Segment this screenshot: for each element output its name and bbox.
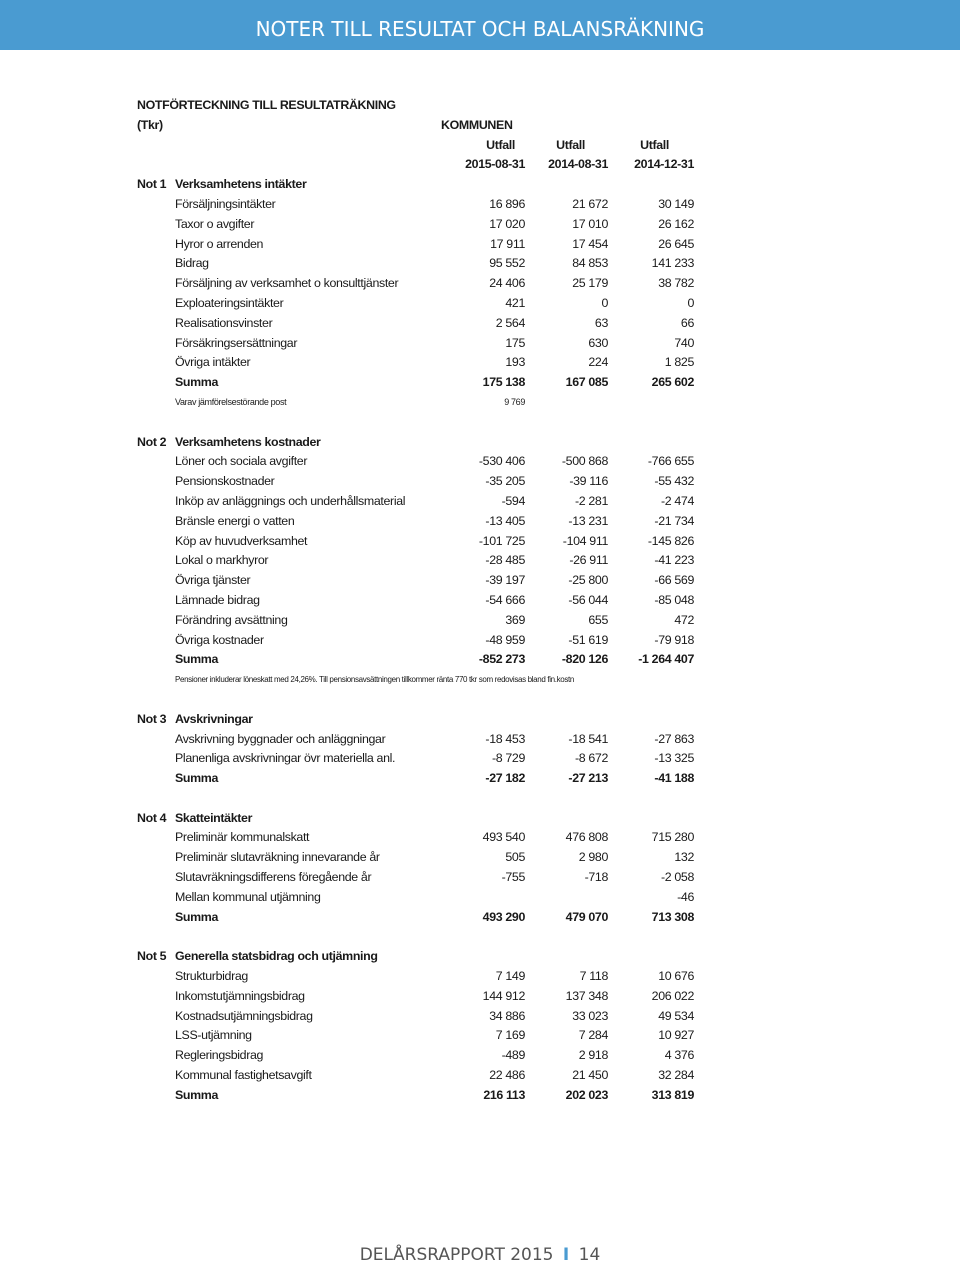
row-value: 26 162 <box>658 216 694 231</box>
row-value: -21 734 <box>654 513 694 528</box>
note-title: Verksamhetens intäkter <box>175 177 307 192</box>
table-row <box>137 215 707 235</box>
unit-label: (Tkr) <box>137 117 163 132</box>
sum-value: 202 023 <box>565 1087 608 1102</box>
row-value: 1 825 <box>664 355 694 370</box>
row-value: 740 <box>674 335 694 350</box>
row-label: Inkomstutjämningsbidrag <box>175 988 305 1003</box>
sum-label: Summa <box>175 909 219 924</box>
row-label: Hyror o arrenden <box>175 236 264 251</box>
row-value: -25 800 <box>568 573 608 588</box>
row-value: -13 231 <box>568 513 608 528</box>
sum-value: 313 819 <box>651 1087 694 1102</box>
row-value: 7 284 <box>578 1028 608 1043</box>
row-value: -28 485 <box>485 553 525 568</box>
row-value: 4 376 <box>664 1048 694 1063</box>
footnote-row <box>137 393 707 413</box>
row-label: Försäkringsersättningar <box>175 335 298 350</box>
sum-value: -27 182 <box>485 771 525 786</box>
column-date: 2015-08-31 <box>465 157 525 172</box>
sum-value: -1 264 407 <box>638 652 694 667</box>
row-value: 17 911 <box>490 236 525 251</box>
row-label: Planenliga avskrivningar övr materiella anl. <box>175 751 396 766</box>
row-label: Exploateringsintäkter <box>175 295 284 310</box>
row-value: -718 <box>584 870 608 885</box>
row-value: -594 <box>501 493 525 508</box>
row-value: -13 405 <box>485 513 525 528</box>
table-row <box>137 551 707 571</box>
row-value: 224 <box>588 355 608 370</box>
sum-value: 493 290 <box>482 909 525 924</box>
row-value: -55 432 <box>654 474 694 489</box>
row-label: Inköp av anläggnings och underhållsmaterial <box>175 493 406 508</box>
note-header-row <box>137 175 707 195</box>
footer-separator: I <box>562 1245 570 1265</box>
note-number: Not 1 <box>137 177 167 192</box>
note-title: Generella statsbidrag och utjämning <box>175 949 378 964</box>
note-header-row <box>137 947 707 967</box>
footnote-value: 9 769 <box>504 396 525 407</box>
row-label: Löner och sociala avgifter <box>175 454 308 469</box>
row-value: 7 169 <box>495 1028 525 1043</box>
table-row <box>137 611 707 631</box>
row-value: -2 058 <box>660 870 694 885</box>
row-value: 630 <box>588 335 608 350</box>
row-label: Lokal o markhyror <box>175 553 269 568</box>
table-row <box>137 1026 707 1046</box>
sum-row <box>137 908 707 928</box>
row-value: -766 655 <box>647 454 694 469</box>
row-value: 22 486 <box>489 1068 525 1083</box>
row-value: 66 <box>680 315 694 330</box>
note-number: Not 5 <box>137 949 167 964</box>
row-value: 7 118 <box>579 969 608 984</box>
sum-row <box>137 373 707 393</box>
row-label: Försäljningsintäkter <box>175 196 276 211</box>
row-value: 63 <box>594 315 608 330</box>
row-value: 17 010 <box>572 216 608 231</box>
footnote-text: Pensioner inkluderar löneskatt med 24,26%. Till pensionsavsättningen tillkommer ränta 770 tkr som redovisas bland fin.kostn <box>175 675 574 685</box>
column-label: Utfall <box>486 137 515 152</box>
row-value: -48 959 <box>485 632 525 647</box>
table-row <box>137 591 707 611</box>
table-row <box>137 492 707 512</box>
row-label: Taxor o avgifter <box>175 216 255 231</box>
row-value: 655 <box>588 612 608 627</box>
row-label: Preliminär slutavräkning innevarande år <box>175 850 380 865</box>
row-label: Bränsle energi o vatten <box>175 513 295 528</box>
row-label: Bidrag <box>175 256 209 271</box>
sum-label: Summa <box>175 1087 219 1102</box>
row-label: Slutavräkningsdifferens föregående år <box>175 870 372 885</box>
column-label: Utfall <box>640 137 669 152</box>
row-label: LSS-utjämning <box>175 1028 252 1043</box>
row-value: 2 564 <box>495 315 525 330</box>
sum-value: -41 188 <box>654 771 694 786</box>
note-title: Avskrivningar <box>175 711 253 726</box>
table-row <box>137 848 707 868</box>
row-value: 10 927 <box>658 1028 694 1043</box>
row-value: 2 918 <box>578 1048 608 1063</box>
row-value: 2 980 <box>578 850 608 865</box>
row-value: -489 <box>501 1048 525 1063</box>
column-label: Utfall <box>556 137 585 152</box>
sum-label: Summa <box>175 771 219 786</box>
row-value: 17 454 <box>572 236 608 251</box>
row-value: -46 <box>677 889 694 904</box>
row-value: 30 149 <box>658 196 694 211</box>
row-value: 32 284 <box>658 1068 694 1083</box>
row-label: Mellan kommunal utjämning <box>175 889 321 904</box>
header-banner <box>0 0 960 50</box>
row-value: 26 645 <box>658 236 694 251</box>
row-value: -101 725 <box>478 533 525 548</box>
sum-value: 265 602 <box>651 375 694 390</box>
page-title: NOTER TILL RESULTAT OCH BALANSRÄKNING <box>255 17 705 41</box>
entity-label: KOMMUNEN <box>441 117 513 132</box>
section-spacer <box>137 927 707 947</box>
row-value: 476 808 <box>565 830 608 845</box>
sum-row <box>137 769 707 789</box>
report-name: DELÅRSRAPPORT 2015 <box>359 1245 554 1265</box>
table-row <box>137 532 707 552</box>
table-row <box>137 353 707 373</box>
note-number: Not 4 <box>137 810 167 825</box>
row-value: -104 911 <box>562 533 608 548</box>
row-value: -56 044 <box>568 592 608 607</box>
row-value: -51 619 <box>568 632 608 647</box>
row-value: 49 534 <box>658 1008 694 1023</box>
table-row <box>137 1007 707 1027</box>
row-value: 84 853 <box>572 256 608 271</box>
row-value: -18 453 <box>485 731 525 746</box>
row-value: 0 <box>601 295 608 310</box>
row-value: -755 <box>501 870 525 885</box>
row-value: -8 729 <box>491 751 525 766</box>
row-value: -2 474 <box>660 493 694 508</box>
note-title: Verksamhetens kostnader <box>175 434 321 449</box>
notes-container <box>137 175 707 1105</box>
row-value: -145 826 <box>647 533 694 548</box>
sum-label: Summa <box>175 375 219 390</box>
row-value: -39 116 <box>569 474 608 489</box>
table-row <box>137 334 707 354</box>
table-row <box>137 730 707 750</box>
column-label-row <box>137 136 707 156</box>
table-row <box>137 452 707 472</box>
row-value: -41 223 <box>654 553 694 568</box>
note-header-row <box>137 433 707 453</box>
row-value: 17 020 <box>489 216 525 231</box>
table-row <box>137 235 707 255</box>
table-row <box>137 254 707 274</box>
table-row <box>137 888 707 908</box>
row-label: Preliminär kommunalskatt <box>175 830 310 845</box>
row-value: 193 <box>505 355 525 370</box>
row-value: 493 540 <box>482 830 525 845</box>
notes-document <box>137 96 707 1106</box>
row-value: 132 <box>674 850 694 865</box>
table-row <box>137 472 707 492</box>
row-value: 137 348 <box>565 988 608 1003</box>
table-row <box>137 987 707 1007</box>
table-row <box>137 314 707 334</box>
row-label: Övriga tjänster <box>175 573 251 588</box>
row-value: -54 666 <box>485 592 525 607</box>
table-row <box>137 512 707 532</box>
note-number: Not 2 <box>137 434 167 449</box>
row-value: -26 911 <box>569 553 608 568</box>
row-label: Övriga kostnader <box>175 632 264 647</box>
row-value: 0 <box>687 295 694 310</box>
sum-value: 713 308 <box>651 909 694 924</box>
row-value: 144 912 <box>482 988 525 1003</box>
section-spacer <box>137 413 707 433</box>
page-number: 14 <box>578 1245 601 1265</box>
column-date-row <box>137 155 707 175</box>
row-value: -79 918 <box>654 632 694 647</box>
row-value: 175 <box>505 335 525 350</box>
sum-value: 216 113 <box>483 1087 525 1102</box>
sum-value: 167 085 <box>565 375 608 390</box>
row-value: -18 541 <box>568 731 608 746</box>
row-value: 505 <box>505 850 525 865</box>
section-spacer <box>137 789 707 809</box>
note-number: Not 3 <box>137 711 167 726</box>
row-value: -27 863 <box>654 731 694 746</box>
section-title-row <box>137 96 707 116</box>
row-label: Kommunal fastighetsavgift <box>175 1068 312 1083</box>
row-value: 21 450 <box>572 1068 608 1083</box>
sum-value: 479 070 <box>565 909 608 924</box>
row-value: -500 868 <box>561 454 608 469</box>
column-date: 2014-08-31 <box>548 157 608 172</box>
row-value: -85 048 <box>654 592 694 607</box>
row-label: Strukturbidrag <box>175 969 248 984</box>
row-value: 95 552 <box>489 256 525 271</box>
sum-value: -852 273 <box>478 652 525 667</box>
sum-value: -820 126 <box>561 652 608 667</box>
row-value: 206 022 <box>651 988 694 1003</box>
footnote-label: Varav jämförelsestörande post <box>175 396 287 407</box>
row-label: Realisationsvinster <box>175 315 273 330</box>
table-row <box>137 195 707 215</box>
table-row <box>137 1066 707 1086</box>
row-value: 369 <box>505 612 525 627</box>
row-value: 33 023 <box>572 1008 608 1023</box>
row-value: 421 <box>505 295 525 310</box>
table-row <box>137 1046 707 1066</box>
table-row <box>137 294 707 314</box>
table-row <box>137 967 707 987</box>
row-value: 21 672 <box>572 196 608 211</box>
section-title: NOTFÖRTECKNING TILL RESULTATRÄKNING <box>137 98 396 112</box>
sum-value: 175 138 <box>482 375 525 390</box>
row-value: 141 233 <box>651 256 694 271</box>
sum-row <box>137 650 707 670</box>
row-value: 715 280 <box>651 830 694 845</box>
row-label: Regleringsbidrag <box>175 1048 264 1063</box>
row-label: Förändring avsättning <box>175 612 288 627</box>
row-value: 34 886 <box>489 1008 525 1023</box>
row-label: Pensionskostnader <box>175 474 275 489</box>
row-value: -35 205 <box>485 474 525 489</box>
table-row <box>137 631 707 651</box>
row-value: 7 149 <box>495 969 525 984</box>
entity-row <box>137 116 707 136</box>
section-spacer <box>137 690 707 710</box>
row-value: -8 672 <box>574 751 608 766</box>
sum-value: -27 213 <box>568 771 608 786</box>
row-value: 10 676 <box>658 969 694 984</box>
row-value: 38 782 <box>658 276 694 291</box>
note-title: Skatteintäkter <box>175 810 253 825</box>
note-header-row <box>137 809 707 829</box>
row-label: Avskrivning byggnader och anläggningar <box>175 731 386 746</box>
row-value: -39 197 <box>485 573 525 588</box>
table-row <box>137 749 707 769</box>
column-date: 2014-12-31 <box>634 157 694 172</box>
row-value: -530 406 <box>478 454 525 469</box>
row-label: Lämnade bidrag <box>175 592 260 607</box>
row-value: 25 179 <box>572 276 608 291</box>
sum-label: Summa <box>175 652 219 667</box>
row-label: Övriga intäkter <box>175 355 251 370</box>
row-value: 472 <box>674 612 694 627</box>
page-footer <box>0 1245 960 1265</box>
footnote-row <box>137 670 707 690</box>
row-label: Kostnadsutjämningsbidrag <box>175 1008 313 1023</box>
row-value: 24 406 <box>489 276 525 291</box>
row-label: Köp av huvudverksamhet <box>175 533 308 548</box>
table-row <box>137 828 707 848</box>
sum-row <box>137 1086 707 1106</box>
row-value: -2 281 <box>574 493 608 508</box>
table-row <box>137 274 707 294</box>
row-label: Försäljning av verksamhet o konsulttjänster <box>175 276 399 291</box>
note-header-row <box>137 710 707 730</box>
row-value: 16 896 <box>489 196 525 211</box>
table-row <box>137 868 707 888</box>
table-row <box>137 571 707 591</box>
row-value: -66 569 <box>654 573 694 588</box>
row-value: -13 325 <box>654 751 694 766</box>
